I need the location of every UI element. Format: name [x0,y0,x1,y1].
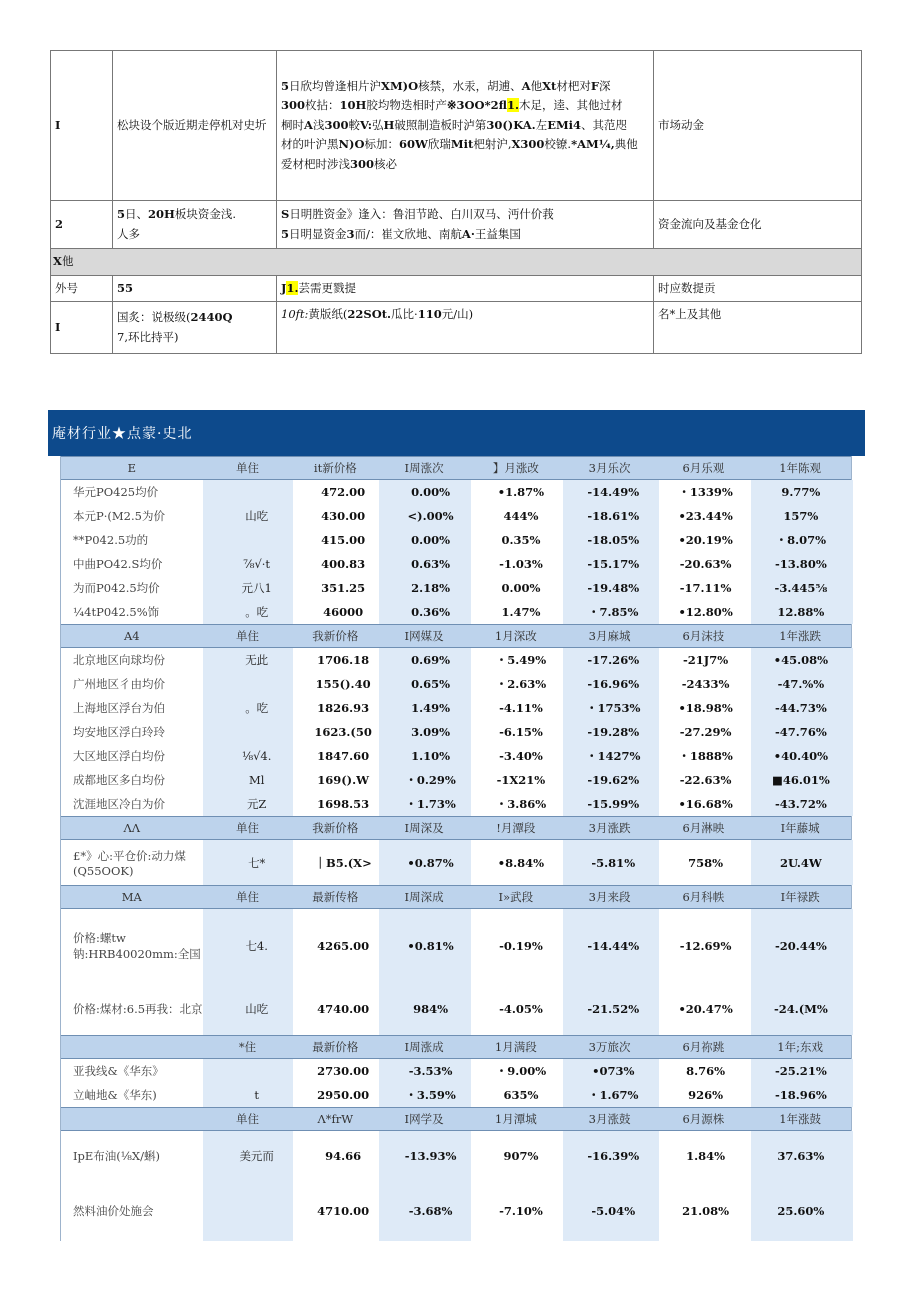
market-group [60,1035,852,1107]
section-row [51,249,862,276]
table-row [61,768,851,792]
row-index: 2 [51,201,113,249]
column-header: !月潭段 [496,821,536,835]
unit-cell: 七* [248,855,266,870]
column-header: 3月涨鼓 [588,1112,631,1126]
category-cell: 时应数提贡 [654,275,862,302]
week-change-cell: •0.81% [407,939,454,953]
table-row [61,504,851,528]
month-change-cell: 444% [503,509,539,523]
column-header: 1年;东戏 [777,1040,823,1054]
year-change-cell: -44.73% [775,701,827,715]
section-banner [48,410,865,456]
column-header: 1月满段 [494,1040,537,1054]
product-cell: ¼4tP042.5%饰 [73,605,160,619]
product-cell: £*》心:平仓价:动力煤(Q55OOK) [73,848,186,878]
half-year-change-cell: -12.69% [679,939,732,953]
group-title [61,1036,203,1058]
table-row [61,1181,851,1241]
column-header: 6月乐观 [682,461,725,475]
detail-cell: 10ft:黄版纸(22SOt.瓜比·110元/山) [277,302,654,354]
year-change-cell: ・8.07% [775,533,827,547]
product-cell: 大区地区浮白均份 [73,749,165,763]
price-cell: 4740.00 [317,1002,370,1016]
group-header [61,885,851,909]
column-header: I网媒及 [404,629,444,643]
product-cell: 价格:螺tw钠:HRB40020mm:全国 [73,931,201,961]
column-header: 1月潭城 [494,1112,537,1126]
group-title: A4 [124,629,140,643]
product-cell: 华元PO425均价 [73,485,159,499]
year-change-cell: -24.(M% [773,1002,828,1016]
group-title: MA [121,890,142,904]
table-row [61,696,851,720]
column-header: I周深成 [404,890,444,904]
market-price-table [60,456,852,1241]
column-header: I»武段 [498,890,534,904]
column-header: 1年涨鼓 [779,1112,822,1126]
half-year-change-cell: •18.98% [678,701,733,715]
month-change-cell: ・3.86% [495,797,547,811]
year-change-cell: •45.08% [773,653,829,667]
section-title: X他 [51,249,862,276]
price-cell: 1623.(50 [314,725,372,739]
quarter-change-cell: -19.28% [587,725,640,739]
column-header: 1月深改 [494,629,537,643]
month-change-cell: -6.15% [499,725,543,739]
price-cell: 400.83 [321,557,366,571]
quarter-change-cell: ・1427% [586,749,641,763]
quarter-change-cell: -15.99% [587,797,640,811]
column-header: 3月麻城 [588,629,631,643]
sector-cell: 松块设个版近期走停机对史圻 [113,51,277,201]
half-year-change-cell: 8.76% [686,1064,726,1078]
column-header: 6月淋映 [682,821,725,835]
column-header: I年禄跌 [780,890,820,904]
table-row [51,275,862,302]
group-header [61,456,851,480]
week-change-cell: <).00% [407,509,454,523]
market-group [60,624,852,816]
month-change-cell: 0.35% [501,533,541,547]
half-year-change-cell: ・1888% [678,749,733,763]
year-change-cell: -47.%% [777,677,825,691]
group-title [61,1108,203,1130]
column-header: it新价格 [313,461,357,475]
unit-cell: t [254,1088,259,1102]
month-change-cell: ・9.00% [495,1064,547,1078]
column-header: 3月乐次 [588,461,631,475]
week-change-cell: ・1.73% [405,797,456,811]
unit-cell: 美元而 [239,1149,274,1163]
table-row [51,302,862,354]
category-cell: 资金流向及基金仓化 [654,201,862,249]
table-row [61,1131,851,1181]
quarter-change-cell: -16.39% [587,1149,640,1163]
price-cell: 4710.00 [317,1204,370,1218]
quarter-change-cell: -19.48% [587,581,640,595]
price-cell: 2950.00 [317,1088,370,1102]
price-cell: 94.66 [325,1149,362,1163]
year-change-cell: -20.44% [775,939,827,953]
month-change-cell: •1.87% [497,485,545,499]
week-change-cell: -13.93% [404,1149,457,1163]
year-change-cell: 157% [783,509,819,523]
product-cell: 本元P·(M2.5为价 [73,509,165,523]
half-year-change-cell: •20.19% [678,533,733,547]
quarter-change-cell: -5.04% [591,1204,636,1218]
column-header: 单住 [236,461,260,475]
week-change-cell: 0.00% [411,533,451,547]
quarter-change-cell: ・1753% [586,701,641,715]
quarter-change-cell: -19.62% [587,773,640,787]
half-year-change-cell: 21.08% [682,1204,730,1218]
half-year-change-cell: 1.84% [686,1149,726,1163]
week-change-cell: -3.68% [408,1204,453,1218]
column-header: 我新价格 [312,821,359,835]
month-change-cell: -4.05% [499,1002,543,1016]
group-header [61,1035,851,1059]
table-row [61,576,851,600]
year-change-cell: 37.63% [777,1149,825,1163]
unit-cell: 七4. [245,939,268,953]
half-year-change-cell: -27.29% [679,725,732,739]
price-cell: 1826.93 [317,701,370,715]
price-cell: 430.00 [321,509,366,523]
table-row [61,983,851,1035]
half-year-change-cell: •23.44% [678,509,733,523]
year-change-cell: 2U.4W [779,855,822,870]
table-row [51,201,862,249]
quarter-change-cell: -21.52% [587,1002,640,1016]
price-cell: 46000 [323,605,364,619]
quarter-change-cell: -16.96% [587,677,640,691]
column-header: 单住 [236,629,260,643]
table-row [61,672,851,696]
column-header: 3月来段 [588,890,631,904]
market-group [60,816,852,885]
month-change-cell: ・5.49% [495,653,547,667]
week-change-cell: 0.36% [411,605,451,619]
half-year-change-cell: -21J7% [683,653,729,667]
product-cell: 为而P042.5均价 [73,581,160,595]
table-row [61,840,851,885]
month-change-cell: -7.10% [499,1204,543,1218]
market-group [60,456,852,624]
quarter-change-cell: -18.61% [587,509,640,523]
table-row [61,744,851,768]
unit-cell: 无此 [245,653,269,667]
column-header: I周涨次 [404,461,444,475]
detail-cell: S日明胜资金》逢入：鲁泪节跄、白川双马、沔什价莪 5日明显资金3而/：崔文欣地、南航A·王益集国 [277,201,654,249]
row-index: 外号 [51,275,113,302]
half-year-change-cell: -2433% [681,677,730,691]
column-header: 最新价格 [312,1040,359,1054]
column-header: 我新价格 [312,629,359,643]
table-row [61,552,851,576]
week-change-cell: 0.00% [411,485,451,499]
detail-cell: J1.芸需更戮提 [277,275,654,302]
unit-cell: 元Z [246,797,267,811]
year-change-cell: -43.72% [775,797,827,811]
price-cell: 415.00 [321,533,366,547]
quarter-change-cell: ・1.67% [588,1088,639,1102]
year-change-cell: 12.88% [777,605,825,619]
half-year-change-cell: 758% [688,855,724,870]
table-row [61,1083,851,1107]
month-change-cell: 0.00% [501,581,541,595]
month-change-cell: 635% [503,1088,539,1102]
year-change-cell: -13.80% [775,557,827,571]
unit-cell: 。吃 [245,605,269,619]
column-header: 3万旅次 [588,1040,631,1054]
product-cell: 上海地区浮台为伯 [73,701,165,715]
week-change-cell: 1.49% [411,701,451,715]
unit-cell: Ml [248,773,265,787]
table-row [61,480,851,504]
price-cell: 351.25 [321,581,366,595]
table-row [61,648,851,672]
column-header: 6月祢跳 [682,1040,725,1054]
table-row [51,51,862,201]
week-change-cell: ・3.59% [405,1088,456,1102]
sector-cell: 国炙：说极级(2440Q 7,环比持平) [113,302,277,354]
year-change-cell: -25.21% [775,1064,827,1078]
quarter-change-cell: -17.26% [587,653,640,667]
detail-cell: 5日欣均曾逢相片沪XM)O核禁，水汞，胡逋、A他Xt材杷对F深 300枚拈：10H胶均物迭相时产※3OO*2fl1.木足，逵、其他过材 桐时A浅300較V:弘H破照制造板时泸第30()KA.左EMi4、其范咫 材的叶沪黑N)O标加：60W欣瑞Mit杷射沪,X300校镣.*AM¼,典他 爱材杷时涉浅300核必 [277,51,654,201]
sector-cell: 55 [113,275,277,302]
half-year-change-cell: -20.63% [679,557,732,571]
market-group [60,1107,852,1241]
column-header: 单住 [236,890,260,904]
month-change-cell: -1.03% [499,557,543,571]
price-cell: 155().40 [315,677,371,691]
month-change-cell: -1X21% [496,773,546,787]
unit-cell: 山吃 [245,1002,269,1016]
price-cell: 169().W [317,773,370,787]
half-year-change-cell: •16.68% [678,797,733,811]
week-change-cell: -3.53% [408,1064,453,1078]
column-header: 6月科帙 [682,890,725,904]
price-cell: 2730.00 [317,1064,370,1078]
week-change-cell: ・0.29% [405,773,456,787]
week-change-cell: 1.10% [411,749,451,763]
month-change-cell: •8.84% [497,855,545,870]
product-cell: 沈涯地区冷白为价 [73,797,165,811]
column-header: 1年陈观 [779,461,822,475]
column-header: *住 [238,1040,257,1054]
year-change-cell: ■46.01% [771,773,830,787]
price-cell: 472.00 [321,485,366,499]
week-change-cell: •0.87% [407,855,454,870]
week-change-cell: 3.09% [411,725,451,739]
row-index: I [51,51,113,201]
year-change-cell: -47.76% [775,725,827,739]
product-cell: 价格:煤材:6.5再我：北京 [73,1002,203,1016]
quarter-change-cell: -15.17% [587,557,640,571]
column-header: 】月涨改 [492,461,539,475]
product-cell: 然料油价处施会 [73,1204,154,1218]
column-header: I周涨成 [404,1040,444,1054]
group-title: ΛΛ [123,821,141,835]
column-header: 6月沫技 [682,629,725,643]
month-change-cell: 907% [503,1149,539,1163]
group-header [61,816,851,840]
week-change-cell: 0.63% [411,557,451,571]
unit-cell: 。吃 [245,701,269,715]
month-change-cell: -0.19% [499,939,543,953]
table-row [61,909,851,983]
group-header [61,1107,851,1131]
unit-cell: 元八1 [241,581,272,595]
quarter-change-cell: •073% [592,1064,635,1078]
price-cell: ｜B5.(X> [314,855,372,870]
product-cell: **P042.5功的 [73,533,149,547]
quarter-change-cell: -14.44% [587,939,640,953]
quarter-change-cell: -18.05% [587,533,640,547]
sector-cell: 5日、20H板块资金浅. 人多 [113,201,277,249]
half-year-change-cell: •12.80% [678,605,733,619]
group-title: E [127,461,137,475]
product-cell: 亚我线&《华东》 [73,1064,164,1078]
half-year-change-cell: •20.47% [678,1002,733,1016]
price-cell: 1698.53 [317,797,370,811]
unit-cell: 山吃 [245,509,269,523]
half-year-change-cell: 926% [688,1088,724,1102]
product-cell: 立岫地&《华东) [73,1088,157,1102]
quarter-change-cell: -14.49% [587,485,640,499]
column-header: 3月涨跌 [588,821,631,835]
unit-cell: ⅛√4. [241,749,272,763]
half-year-change-cell: -17.11% [679,581,732,595]
month-change-cell: -4.11% [499,701,543,715]
year-change-cell: •40.40% [773,749,829,763]
banner-title: 庵材行业★点蒙·史北 [52,426,193,442]
table-row [61,720,851,744]
product-cell: 成都地区多白均份 [73,773,165,787]
group-header [61,624,851,648]
column-header: I周深及 [404,821,444,835]
year-change-cell: 9.77% [781,485,821,499]
product-cell: 北京地区向球均份 [73,653,165,667]
table-row [61,1059,851,1083]
column-header: 最新传格 [312,890,359,904]
half-year-change-cell: -22.63% [679,773,732,787]
year-change-cell: 25.60% [777,1204,825,1218]
price-cell: 4265.00 [317,939,370,953]
month-change-cell: -3.40% [499,749,543,763]
row-index: I [51,302,113,354]
column-header: 6月源株 [682,1112,725,1126]
week-change-cell: 2.18% [411,581,451,595]
price-cell: 1847.60 [317,749,370,763]
category-cell: 市场动金 [654,51,862,201]
market-group [60,885,852,1035]
column-header: I网学及 [404,1112,444,1126]
info-table [50,50,862,354]
month-change-cell: ・2.63% [495,677,547,691]
week-change-cell: 0.65% [411,677,451,691]
column-header: I年藤城 [780,821,820,835]
unit-cell: ⅞√·t [243,557,271,571]
quarter-change-cell: -5.81% [591,855,636,870]
table-row [61,600,851,624]
column-header: 单住 [236,821,260,835]
table-row [61,792,851,816]
column-header: 1年涨跌 [779,629,822,643]
year-change-cell: -18.96% [775,1088,827,1102]
quarter-change-cell: ・7.85% [588,605,639,619]
month-change-cell: 1.47% [501,605,541,619]
product-cell: 均安地区浮白玲玲 [73,725,165,739]
product-cell: IpE布油(⅛X/蝌) [73,1149,160,1163]
week-change-cell: 0.69% [411,653,451,667]
half-year-change-cell: ・1339% [678,485,733,499]
column-header: Λ*frW [317,1112,354,1126]
product-cell: 广州地区彳由均价 [73,677,165,691]
year-change-cell: -3.445⅝ [774,581,828,595]
category-cell: 名*上及其他 [654,302,862,354]
table-row [61,528,851,552]
product-cell: 中曲PO42.S均价 [73,557,163,571]
week-change-cell: 984% [413,1002,449,1016]
price-cell: 1706.18 [317,653,370,667]
column-header: 单住 [236,1112,260,1126]
